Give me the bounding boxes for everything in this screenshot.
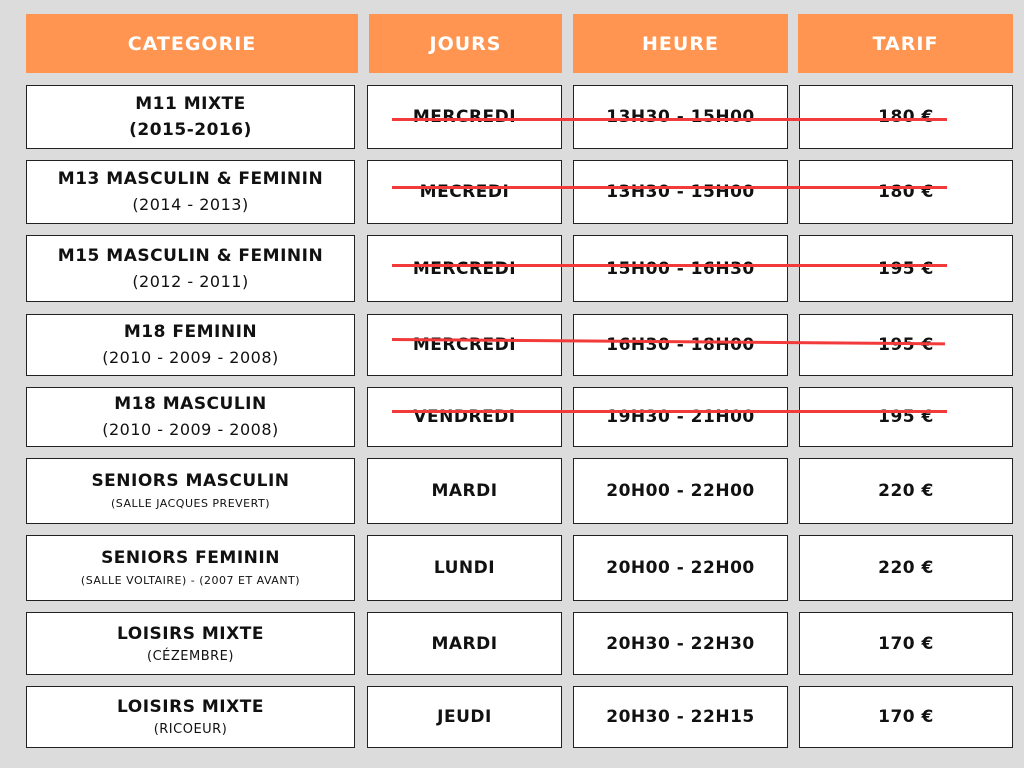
time-cell: 13H30 - 15H00 [573,85,788,149]
time-cell: 16H30 - 18H00 [573,314,788,376]
time-cell: 19H30 - 21H00 [573,387,788,447]
header-jours: JOURS [369,14,562,73]
category-venue: (SALLE VOLTAIRE) - (2007 ET AVANT) [80,574,301,587]
category-name: M15 MASCULIN & FEMININ [57,245,324,266]
category-name: SENIORS MASCULIN [91,471,290,491]
category-years: (2010 - 2009 - 2008) [102,348,279,367]
category-cell [26,535,355,601]
time-cell: 20H30 - 22H30 [573,612,788,675]
category-name: M18 FEMININ [123,322,258,342]
strikethrough-line [392,186,947,189]
time-cell: 13H30 - 15H00 [573,160,788,224]
category-name: M13 MASCULIN & FEMININ [57,169,324,189]
time-cell: 20H30 - 22H15 [573,686,788,748]
strikethrough-line [392,410,947,413]
time-cell: 20H00 - 22H00 [573,535,788,601]
day-cell: MERCREDI [367,85,562,149]
category-venue: (RICOEUR) [153,722,228,737]
day-cell: MERCREDI [367,235,562,302]
price-cell: 195 € [799,235,1013,302]
category-cell [26,458,355,524]
category-name: LOISIRS MIXTE [117,623,264,644]
day-cell: MERCREDI [367,314,562,376]
price-cell: 180 € [799,85,1013,149]
time-cell: 15H00 - 16H30 [573,235,788,302]
strikethrough-line [392,264,947,267]
price-cell: 170 € [799,686,1013,748]
day-cell: MARDI [367,612,562,675]
price-cell: 195 € [799,387,1013,447]
day-cell: MECREDI [367,160,562,224]
category-cell [26,387,355,447]
day-cell: VENDREDI [367,387,562,447]
day-cell: JEUDI [367,686,562,748]
category-cell [26,235,355,302]
price-cell: 195 € [799,314,1013,376]
category-cell [26,314,355,376]
category-years: (2012 - 2011) [132,271,249,291]
header-tarif: TARIF [798,14,1013,73]
day-cell: MARDI [367,458,562,524]
category-name: SENIORS FEMININ [101,548,280,568]
category-cell [26,85,355,149]
category-name: LOISIRS MIXTE [117,697,264,717]
day-cell: LUNDI [367,535,562,601]
price-cell: 180 € [799,160,1013,224]
price-cell: 220 € [799,458,1013,524]
category-venue: (CÉZEMBRE) [147,648,234,664]
category-cell [26,612,355,675]
category-name: M11 MIXTE [135,94,246,114]
category-venue: (SALLE JACQUES PREVERT) [111,497,270,510]
header-heure: HEURE [573,14,788,73]
header-categorie: CATEGORIE [26,14,358,73]
price-cell: 220 € [799,535,1013,601]
category-years: (2010 - 2009 - 2008) [102,420,279,439]
category-cell [26,160,355,224]
category-cell [26,686,355,748]
time-cell: 20H00 - 22H00 [573,458,788,524]
category-years: (2015-2016) [129,120,252,140]
category-name: M18 MASCULIN [114,394,267,414]
category-years: (2014 - 2013) [132,195,249,214]
price-cell: 170 € [799,612,1013,675]
strikethrough-line [392,118,947,121]
